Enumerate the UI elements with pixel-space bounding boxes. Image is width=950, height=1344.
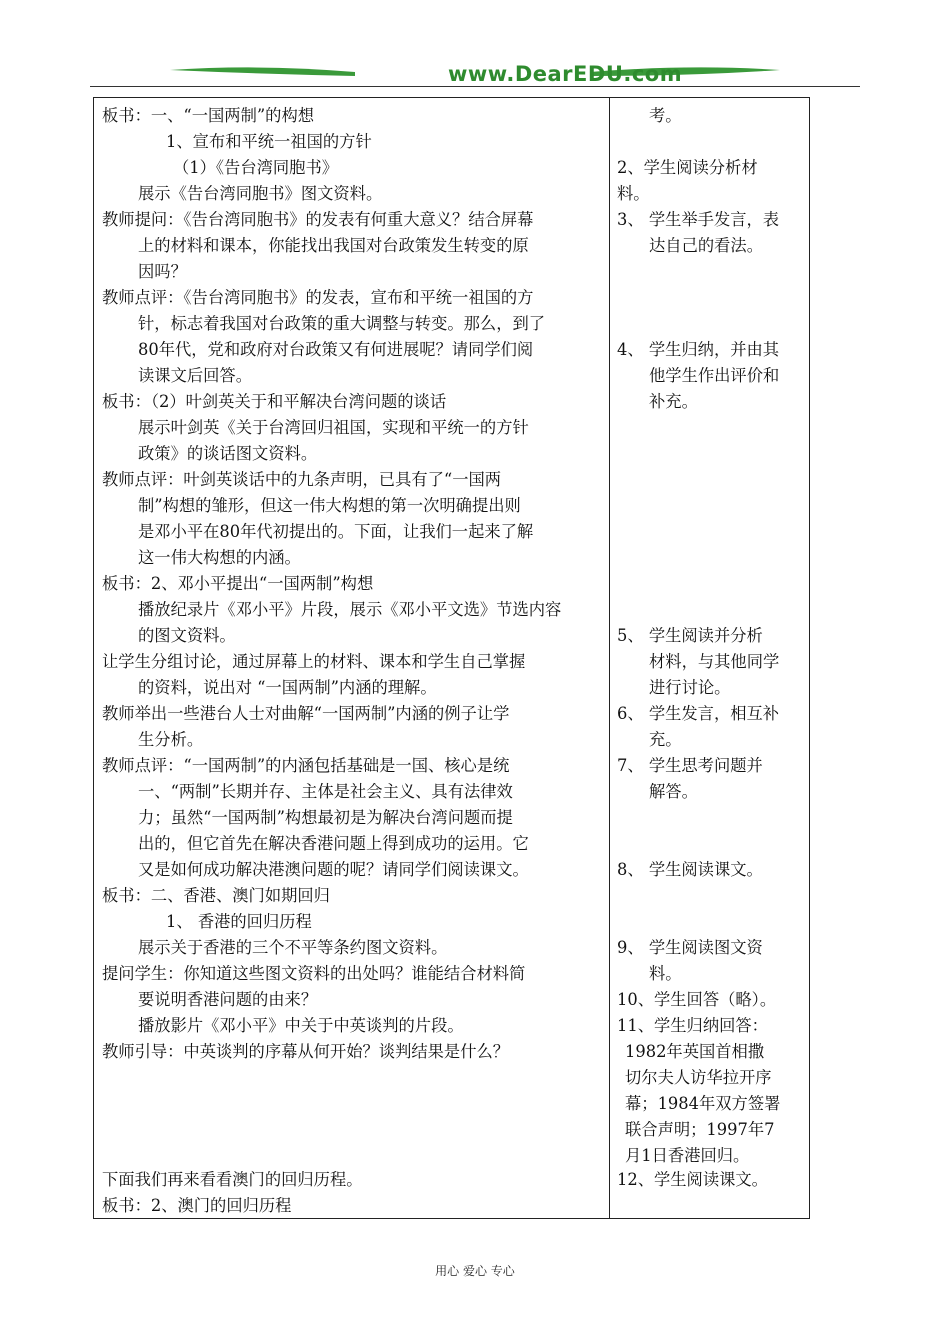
student-text-line: 8、 学生阅读课文。: [617, 860, 763, 879]
teacher-text-line: 的资料，说出对 “一国两制”内涵的理解。: [138, 678, 437, 697]
student-text-line: 1982年英国首相撒: [625, 1042, 765, 1061]
teacher-text-line: 教师提问：《告台湾同胞书》的发表有何重大意义？结合屏幕: [102, 210, 534, 229]
teacher-text-line: 生分析。: [138, 730, 204, 749]
teacher-text-line: 播放影片《邓小平》中关于中英谈判的片段。: [138, 1016, 464, 1035]
teacher-text-line: 力；虽然“一国两制”构想最初是为解决台湾问题而提: [138, 808, 513, 827]
student-text-line: 5、 学生阅读并分析: [617, 626, 763, 645]
student-text-line: 2、学生阅读分析材: [617, 158, 758, 177]
teacher-text-line: 教师引导：中英谈判的序幕从何开始？谈判结果是什么？: [102, 1042, 510, 1061]
teacher-text-line: 板书：一、“一国两制”的构想: [102, 106, 315, 125]
teacher-text-line: 针，标志着我国对台政策的重大调整与转变。那么，到了: [138, 314, 546, 333]
teacher-text-line: 这一伟大构想的内涵。: [138, 548, 301, 567]
teacher-text-line: 又是如何成功解决港澳问题的呢？请同学们阅读课文。: [138, 860, 529, 879]
site-logo[interactable]: www.DearEDU.com: [448, 62, 683, 86]
student-text-line: 切尔夫人访华拉开序: [625, 1068, 772, 1087]
header-rule: [90, 86, 860, 87]
teacher-text-line: 出的，但它首先在解决香港问题上得到成功的运用。它: [138, 834, 529, 853]
teacher-text-line: 教师点评：叶剑英谈话中的九条声明，已具有了“一国两: [102, 470, 502, 489]
student-text-line: 他学生作出评价和: [649, 366, 780, 385]
teacher-text-line: 展示叶剑英《关于台湾回归祖国，实现和平统一的方针: [138, 418, 529, 437]
student-activity-column: [609, 98, 809, 1218]
lesson-table: [93, 97, 810, 1219]
student-text-line: 达自己的看法。: [649, 236, 763, 255]
teacher-text-line: 下面我们再来看看澳门的回归历程。: [102, 1170, 363, 1189]
student-text-line: 11、学生归纳回答：: [617, 1016, 768, 1035]
teacher-text-line: 1、 香港的回归历程: [166, 912, 312, 931]
teacher-text-line: 板书：2、邓小平提出“一国两制”构想: [102, 574, 374, 593]
student-text-line: 充。: [649, 730, 682, 749]
student-text-line: 3、 学生举手发言，表: [617, 210, 780, 229]
student-text-line: 9、 学生阅读图文资: [617, 938, 763, 957]
student-text-line: 料。: [617, 184, 650, 203]
teacher-text-line: 的图文资料。: [138, 626, 236, 645]
teacher-text-line: 政策》的谈话图文资料。: [138, 444, 318, 463]
teacher-text-line: （1）《告台湾同胞书》: [173, 158, 339, 177]
teacher-text-line: 教师点评：“一国两制”的内涵包括基础是一国、核心是统: [102, 756, 510, 775]
teacher-text-line: 展示《告台湾同胞书》图文资料。: [138, 184, 383, 203]
teacher-text-line: 教师举出一些港台人士对曲解“一国两制”内涵的例子让学: [102, 704, 510, 723]
teacher-text-line: 一、“两制”长期并存、主体是社会主义、具有法律效: [138, 782, 513, 801]
page-footer: 用心 爱心 专心: [435, 1264, 515, 1278]
teacher-text-line: 板书：二、香港、澳门如期回归: [102, 886, 330, 905]
student-text-line: 进行讨论。: [649, 678, 731, 697]
student-text-line: 幕；1984年双方签署: [625, 1094, 781, 1113]
student-text-line: 12、学生阅读课文。: [617, 1170, 768, 1189]
teacher-text-line: 板书：2、澳门的回归历程: [102, 1196, 292, 1215]
teacher-text-line: 要说明香港问题的由来？: [138, 990, 318, 1009]
teacher-text-line: 展示关于香港的三个不平等条约图文资料。: [138, 938, 448, 957]
student-text-line: 解答。: [649, 782, 698, 801]
student-text-line: 联合声明；1997年7: [625, 1120, 775, 1139]
student-text-line: 补充。: [649, 392, 698, 411]
teacher-text-line: 板书：（2）叶剑英关于和平解决台湾问题的谈话: [102, 392, 447, 411]
teacher-text-line: 播放纪录片《邓小平》片段，展示《邓小平文选》节选内容: [138, 600, 562, 619]
teacher-text-line: 制”构想的雏形，但这一伟大构想的第一次明确提出则: [138, 496, 521, 515]
teacher-text-line: 80年代，党和政府对台政策又有何进展呢？请同学们阅: [138, 340, 534, 359]
student-text-line: 料。: [649, 964, 682, 983]
student-text-line: 10、学生回答（略）。: [617, 990, 777, 1009]
student-text-line: 7、 学生思考问题并: [617, 756, 763, 775]
student-text-line: 材料，与其他同学: [649, 652, 780, 671]
teacher-text-line: 上的材料和课本，你能找出我国对台政策发生转变的原: [138, 236, 529, 255]
teacher-text-line: 让学生分组讨论，通过屏幕上的材料、课本和学生自己掌握: [102, 652, 526, 671]
teacher-text-line: 1、宣布和平统一祖国的方针: [166, 132, 372, 151]
teacher-text-line: 读课文后回答。: [138, 366, 252, 385]
student-text-line: 4、 学生归纳，并由其: [617, 340, 780, 359]
student-text-line: 考。: [649, 106, 682, 125]
teacher-text-line: 因吗？: [138, 262, 187, 281]
student-text-line: 月1日香港回归。: [625, 1146, 750, 1165]
student-text-line: 6、 学生发言，相互补: [617, 704, 780, 723]
teacher-text-line: 提问学生：你知道这些图文资料的出处吗？谁能结合材料简: [102, 964, 526, 983]
teacher-text-line: 是邓小平在80年代初提出的。下面，让我们一起来了解: [138, 522, 534, 541]
teacher-text-line: 教师点评：《告台湾同胞书》的发表，宣布和平统一祖国的方: [102, 288, 534, 307]
site-header: [90, 60, 860, 94]
